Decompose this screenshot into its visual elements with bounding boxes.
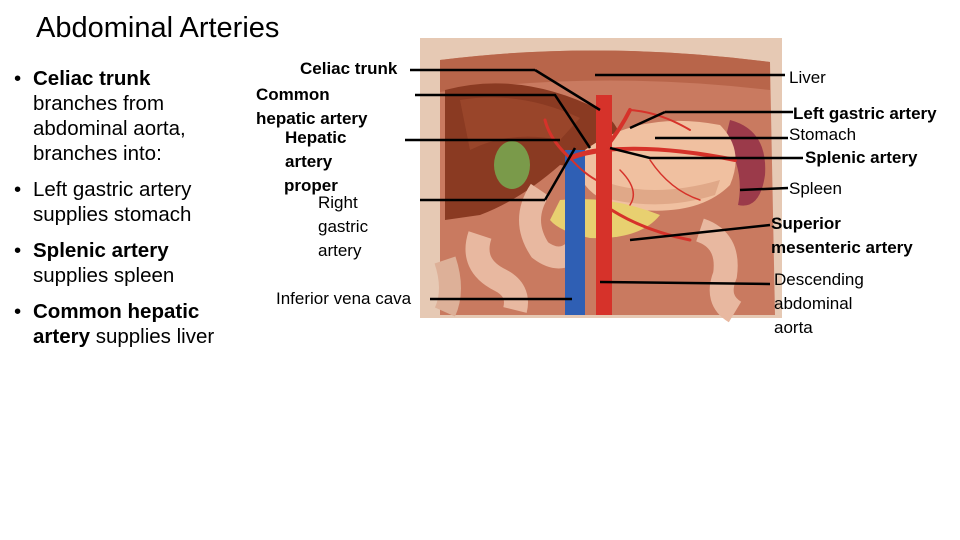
label-celiac-trunk: Celiac trunk: [300, 59, 398, 78]
bullet-celiac-trunk: [12, 66, 252, 166]
bullet-splenic: [12, 238, 252, 288]
bullet-dot: •: [14, 300, 22, 323]
label-right-gastric-1: Right: [318, 193, 358, 212]
label-hepatic-proper-2: artery: [285, 152, 333, 171]
bullet-bold: Celiac trunk: [33, 67, 151, 90]
bullet-dot: •: [14, 67, 22, 90]
bullet-bold: Common hepatic artery: [33, 300, 200, 348]
label-hepatic-proper-3: proper: [284, 176, 338, 195]
bullet-list: [12, 66, 252, 360]
bullet-dot: •: [14, 239, 22, 262]
label-sma-2: mesenteric artery: [771, 238, 913, 257]
bullet-text: Left gastric artery supplies stomach: [33, 178, 192, 226]
bullet-text: branches from abdominal aorta, branches into:: [33, 92, 186, 165]
label-descending-aorta-2: abdominal: [774, 294, 853, 313]
bullet-dot: •: [14, 178, 22, 201]
bullet-bold: Splenic artery: [33, 239, 169, 262]
label-spleen: Spleen: [789, 179, 842, 198]
label-descending-aorta-3: aorta: [774, 318, 813, 337]
label-stomach: Stomach: [789, 125, 857, 144]
label-liver: Liver: [789, 68, 826, 87]
label-sma-1: Superior: [771, 214, 841, 233]
label-common-hepatic-1: Common: [256, 85, 330, 104]
label-right-gastric-3: artery: [318, 241, 362, 260]
bullet-common-hepatic: [12, 299, 252, 349]
inferior-vena-cava-vessel: [565, 150, 585, 315]
label-hepatic-proper-1: Hepatic: [285, 128, 347, 147]
colon-right: [445, 260, 450, 312]
bullet-text: supplies liver: [95, 325, 215, 348]
gallbladder: [494, 141, 530, 189]
label-left-gastric-artery: Left gastric artery: [793, 104, 937, 123]
label-descending-aorta-1: Descending: [774, 270, 864, 289]
label-splenic-artery: Splenic artery: [805, 148, 918, 167]
label-common-hepatic-2: hepatic artery: [256, 109, 368, 128]
label-inferior-vena-cava: Inferior vena cava: [276, 289, 412, 308]
bullet-left-gastric: [12, 177, 252, 227]
slide-title: Abdominal Arteries: [36, 12, 280, 44]
bullet-text: supplies spleen: [33, 264, 175, 287]
label-right-gastric-2: gastric: [318, 217, 369, 236]
